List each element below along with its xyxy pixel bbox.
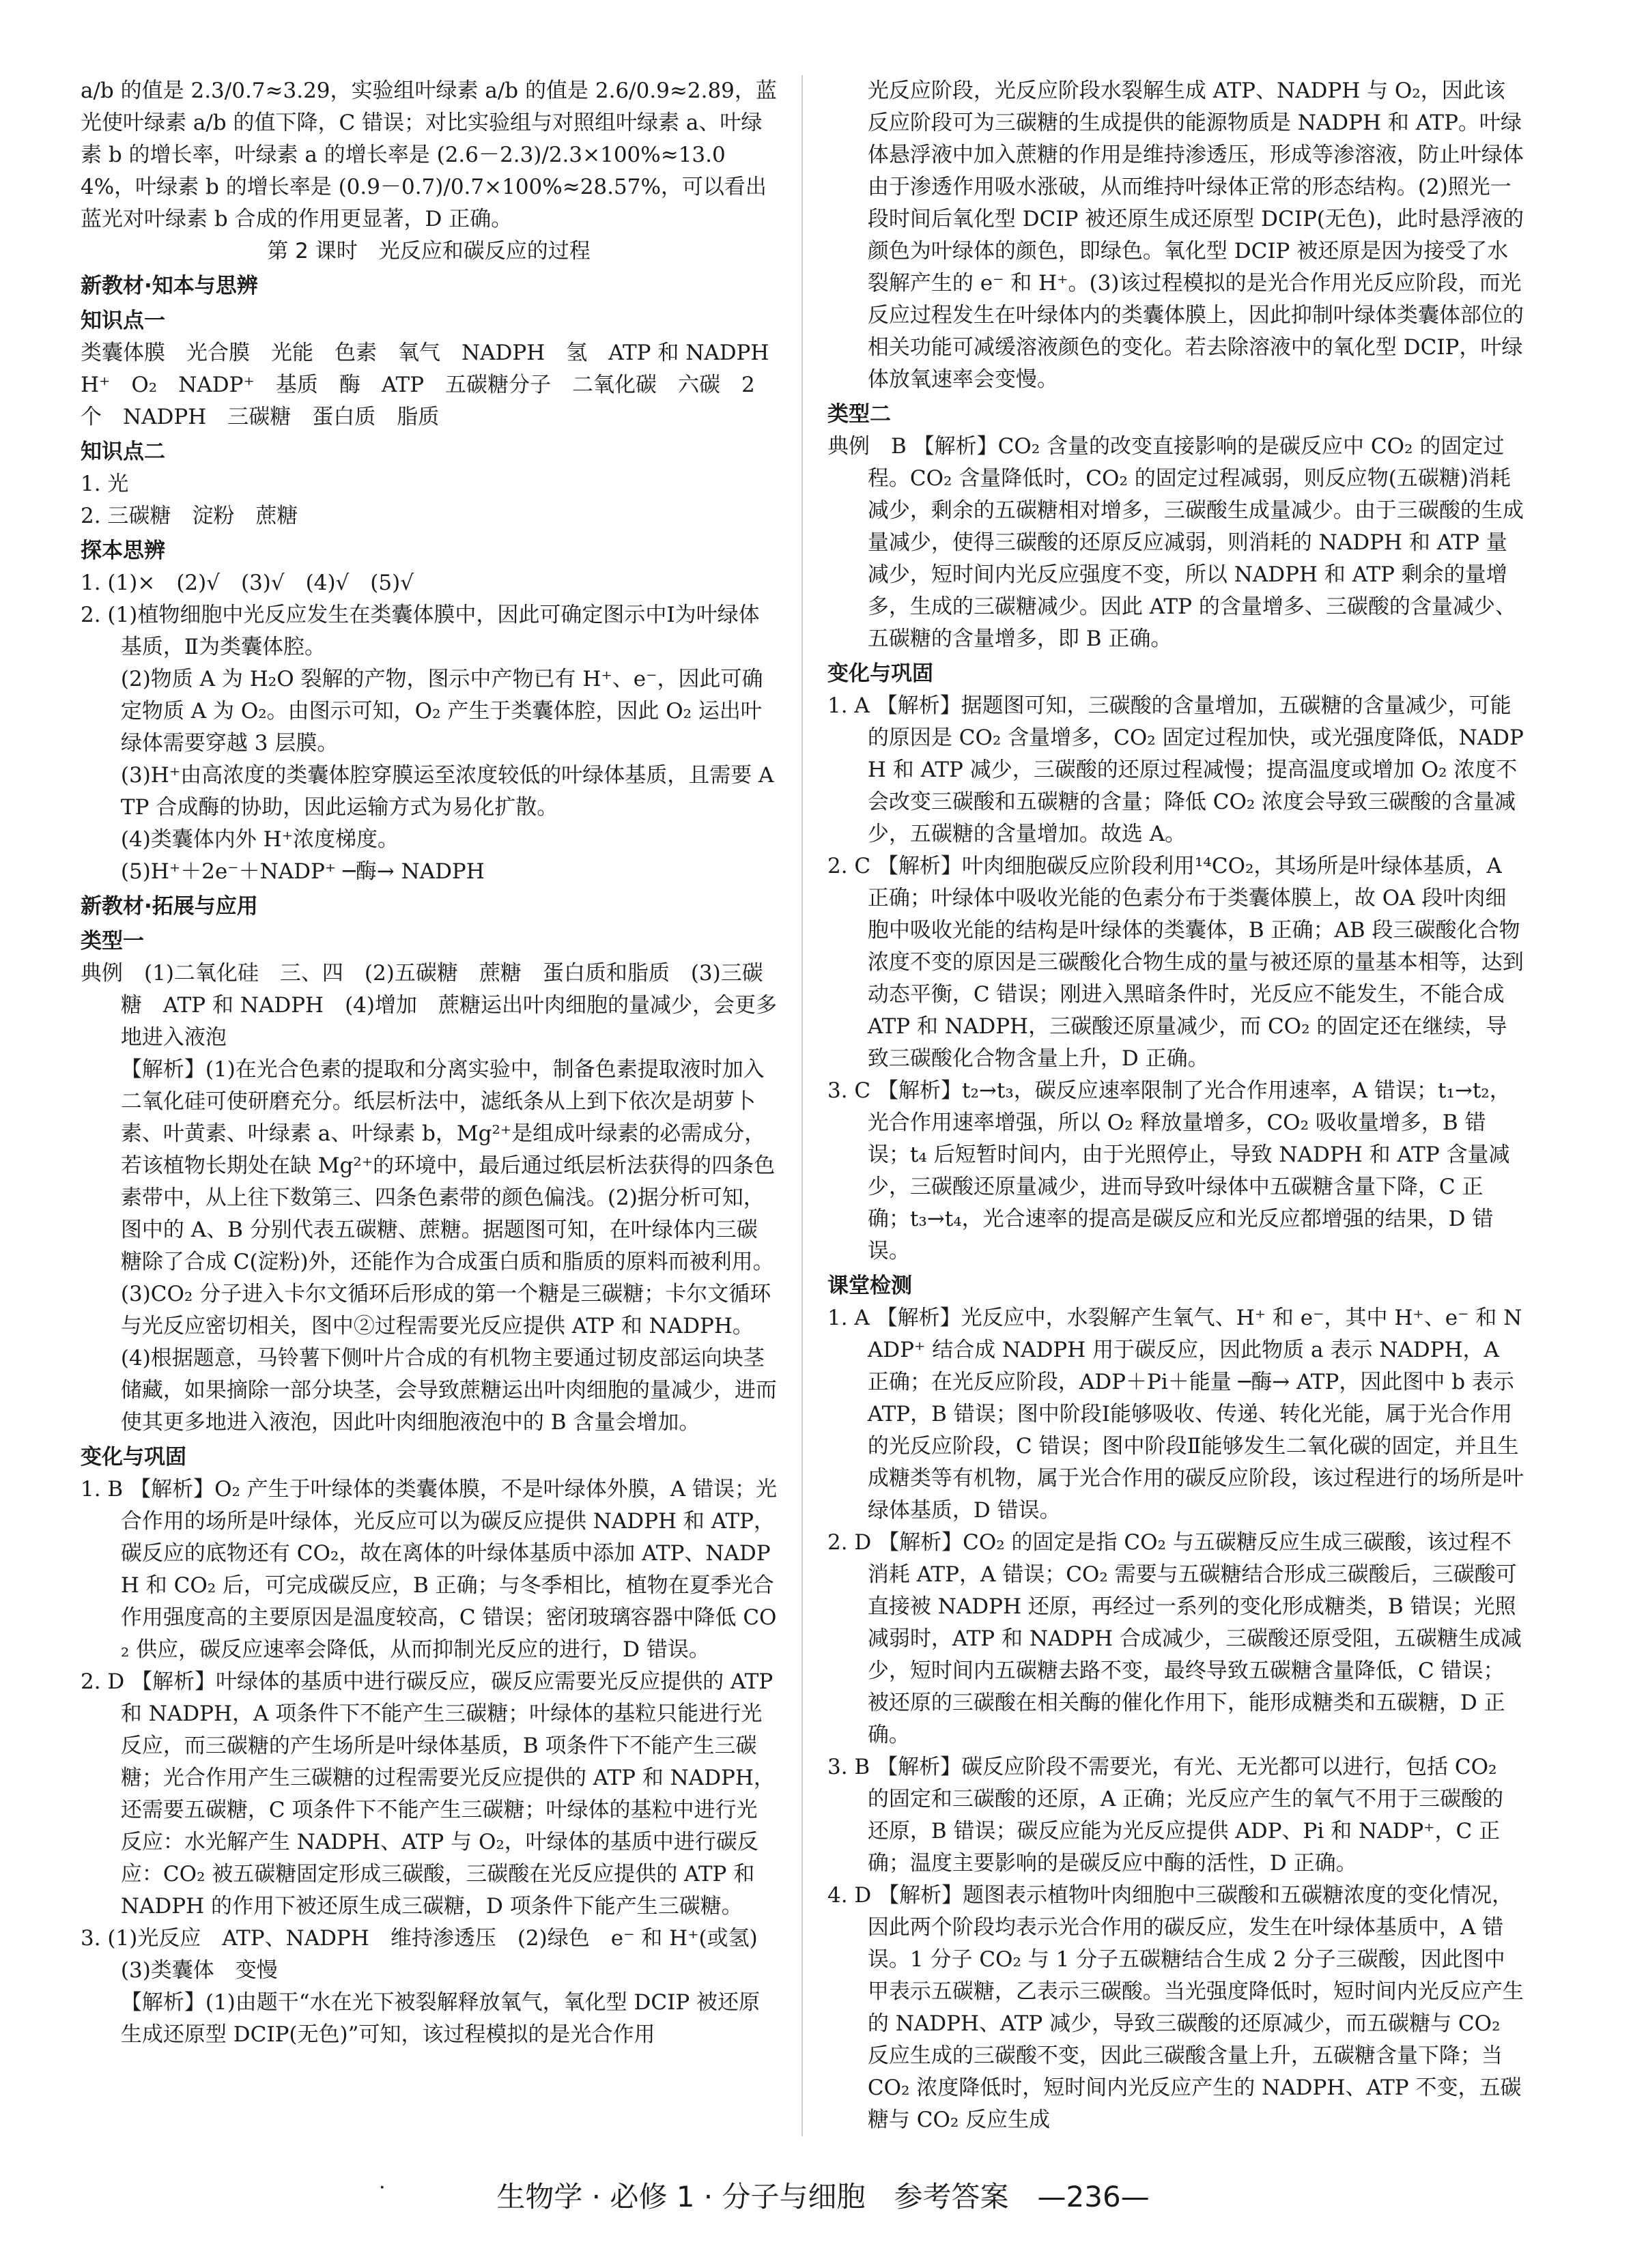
footer-dot: · <box>379 2176 386 2200</box>
numbered-item: 3. (1)光反应 ATP、NADPH 维持渗透压 (2)绿色 e⁻ 和 H⁺(或氢) (3)类囊体 变慢 <box>81 1926 779 1983</box>
page-footer: 生物学 · 必修 1 · 分子与细胞 参考答案 —236— <box>496 2180 1150 2213</box>
sub-paragraph: 【解析】(1)在光合色素的提取和分离实验中，制备色素提取液时加入二氧化硅可使研磨充分。纸层析法中，滤纸条从上到下依次是胡萝卜素、叶黄素、叶绿素 a、叶绿素 b，Mg²⁺是组成叶绿素的必需成分，若该植物长期处在缺 Mg²⁺的环境中，最后通过纸层析法获得的四条色素带中，从上往下数第三、四条色素带的颜色偏浅。(2)据分析可知，图中的 A、B 分别代表五碳糖、蔗糖。据题图可知，在叶绿体内三碳糖除了合成 C(淀粉)外，还能作为合成蛋白质和脂质的原料而被利用。(3)CO₂ 分子进入卡尔文循环后形成的第一个糖是三碳糖；卡尔文循环与光反应密切相关，图中②过程需要光反应提供 ATP 和 NADPH。(4)根据题意，马铃薯下侧叶片合成的有机物主要通过韧皮部运向块茎储藏，如果摘除一部分块茎，会导致蔗糖运出叶肉细胞的量减少，进而使其更多地进入液泡，因此叶肉细胞液泡中的 B 含量会增加。 <box>120 1057 777 1435</box>
section-heading: 新教材·知本与思辨 <box>81 274 258 298</box>
section-heading: 课堂检测 <box>827 1274 912 1298</box>
section-heading: 变化与巩固 <box>827 661 933 686</box>
numbered-item: 4. D 【解析】题图表示植物叶肉细胞中三碳酸和五碳糖浓度的变化情况，因此两个阶段均表示光合作用的碳反应，发生在叶绿体基质中，A 错误。1 分子 CO₂ 与 1 分子五碳糖结合生成 2 分子三碳酸，因此图中甲表示五碳糖，乙表示三碳酸。当光强度降低时，短时间内光反应产生的 NADPH、ATP 减少，导致三碳酸的还原减少，而五碳糖与 CO₂ 反应生成的三碳酸不变，因此三碳酸含量上升，五碳糖含量下降；当 CO₂ 浓度降低时，短时间内光反应产生的 NADPH、ATP 不变，五碳糖与 CO₂ 反应生成 <box>827 1883 1524 2132</box>
numbered-item: 1. B 【解析】O₂ 产生于叶绿体的类囊体膜，不是叶绿体外膜，A 错误；光合作用的场所是叶绿体，光反应可以为碳反应提供 NADPH 和 ATP，碳反应的底物还有 CO₂，故在离体的叶绿体基质中添加 ATP、NADPH 和 CO₂ 后，可完成碳反应，B 正确；与冬季相比，植物在夏季光合作用强度高的主要原因是温度较高，C 错误；密闭玻璃容器中降低 CO₂ 供应，碳反应速率会降低，从而抑制光反应的进行，D 错误。 <box>81 1477 777 1662</box>
numbered-item: 3. B 【解析】碳反应阶段不需要光，有光、无光都可以进行，包括 CO₂ 的固定和三碳酸的还原，A 正确；光反应产生的氧气不用于三碳酸的还原，B 错误；碳反应能为光反应提供 ADP、Pi 和 NADP⁺，C 正确；温度主要影响的是碳反应中酶的活性，D 正确。 <box>827 1755 1504 1876</box>
column-divider <box>801 75 803 2136</box>
left-column <box>81 75 791 2051</box>
section-heading: 新教材·拓展与应用 <box>81 894 258 919</box>
numbered-item: 1. A 【解析】据题图可知，三碳酸的含量增加，五碳糖的含量减少，可能的原因是 CO₂ 含量增多，CO₂ 固定过程加快，或光强度降低，NADPH 和 ATP 减少，三碳酸的还原过程减慢；提高温度或增加 O₂ 浓度不会改变三碳酸和五碳糖的含量；降低 CO₂ 浓度会导致三碳酸的含量减少，五碳糖的含量增加。故选 A。 <box>827 693 1524 846</box>
section-heading: 知识点一 <box>81 308 165 333</box>
numbered-item: 2. C 【解析】叶肉细胞碳反应阶段利用¹⁴CO₂，其场所是叶绿体基质，A 正确；叶绿体中吸收光能的色素分布于类囊体膜上，故 OA 段叶肉细胞中吸收光能的结构是叶绿体的类囊体，B 正确；AB 段三碳酸化合物浓度不变的原因是三碳酸化合物生成的量与被还原的量基本相等，达到动态平衡，C 错误；刚进入黑暗条件时，光反应不能发生，不能合成 ATP 和 NADPH，三碳酸还原量减少，而 CO₂ 的固定还在继续，导致三碳酸化合物含量上升，D 正确。 <box>827 854 1524 1071</box>
numbered-item: 1. A 【解析】光反应中，水裂解产生氧气、H⁺ 和 e⁻，其中 H⁺、e⁻ 和 NADP⁺ 结合成 NADPH 用于碳反应，因此物质 a 表示 NADPH，A 正确；在光反应阶段，ADP＋Pi＋能量 ─酶→ ATP，因此图中 b 表示 ATP，B 错误；图中阶段Ⅰ能够吸收、传递、转化光能，属于光合作用的光反应阶段，C 错误；图中阶段Ⅱ能够发生二氧化碳的固定，并且生成糖类等有机物，属于光合作用的碳反应阶段，该过程进行的场所是叶绿体基质，D 错误。 <box>827 1306 1524 1523</box>
numbered-item: 典例 (1)二氧化硅 三、四 (2)五碳糖 蔗糖 蛋白质和脂质 (3)三碳糖 ATP 和 NADPH (4)增加 蔗糖运出叶肉细胞的量减少，会更多地进入液泡 <box>81 961 777 1050</box>
paragraph: 1. 光 <box>81 472 129 496</box>
sub-paragraph: (5)H⁺＋2e⁻＋NADP⁺ ─酶→ NADPH <box>120 859 485 884</box>
right-column <box>827 75 1524 2136</box>
section-heading: 知识点二 <box>81 440 165 464</box>
section-heading: 变化与巩固 <box>81 1445 186 1469</box>
paragraph: 1. (1)× (2)√ (3)√ (4)√ (5)√ <box>81 571 414 595</box>
section-heading: 类型一 <box>81 929 144 953</box>
numbered-item: 2. (1)植物细胞中光反应发生在类囊体膜中，因此可确定图示中Ⅰ为叶绿体基质，Ⅱ为类囊体腔。 <box>81 603 760 659</box>
numbered-item: 2. D 【解析】叶绿体的基质中进行碳反应，碳反应需要光反应提供的 ATP 和 NADPH，A 项条件下不能产生三碳糖；叶绿体的基粒只能进行光反应，而三碳糖的产生场所是叶绿体基质，B 项条件下不能产生三碳糖；光合作用产生三碳糖的过程需要光反应提供的 ATP 和 NADPH，还需要五碳糖，C 项条件下不能产生三碳糖；叶绿体的基粒中进行光反应：水光解产生 NADPH、ATP 与 O₂，叶绿体的基质中进行碳反应：CO₂ 被五碳糖固定形成三碳酸，三碳酸在光反应提供的 ATP 和 NADPH 的作用下被还原生成三碳糖，D 项条件下能产生三碳糖。 <box>81 1669 775 1919</box>
numbered-item: 2. D 【解析】CO₂ 的固定是指 CO₂ 与五碳糖反应生成三碳酸，该过程不消耗 ATP，A 错误；CO₂ 需要与五碳糖结合形成三碳酸后，三碳酸可直接被 NADPH 还原，再经过一系列的变化形成糖类，B 错误；光照减弱时，ATP 和 NADPH 合成减少，三碳酸还原受阻，五碳糖生成减少，短时间内五碳糖去路不变，最终导致五碳糖含量降低，C 错误；被还原的三碳酸在相关酶的催化作用下，能形成糖类和五碳糖，D 正确。 <box>827 1530 1522 1747</box>
paragraph: 类囊体膜 光合膜 光能 色素 氧气 NADPH 氢 ATP 和 NADPH H⁺ O₂ NADP⁺ 基质 酶 ATP 五碳糖分子 二氧化碳 六碳 2 个 NADPH 三碳糖 蛋白质 脂质 <box>81 341 791 429</box>
numbered-item: 典例 B 【解析】CO₂ 含量的改变直接影响的是碳反应中 CO₂ 的固定过程。CO₂ 含量降低时，CO₂ 的固定过程减弱，则反应物(五碳糖)消耗减少，剩余的五碳糖相对增多，三碳酸生成量减少。由于三碳酸的生成量减少，使得三碳酸的还原反应减弱，则消耗的 NADPH 和 ATP 量减少，短时间内光反应强度不变，所以 NADPH 和 ATP 剩余的量增多，生成的三碳糖减少。因此 ATP 的含量增多、三碳酸的含量减少、五碳糖的含量增多，即 B 正确。 <box>827 434 1524 651</box>
sub-paragraph: (3)H⁺由高浓度的类囊体腔穿膜运至浓度较低的叶绿体基质，且需要 ATP 合成酶的协助，因此运输方式为易化扩散。 <box>120 763 774 820</box>
lesson-title: 第 2 课时 光反应和碳反应的过程 <box>267 239 591 263</box>
paragraph: 2. 三碳糖 淀粉 蔗糖 <box>81 504 298 528</box>
numbered-item: 3. C 【解析】t₂→t₃，碳反应速率限制了光合作用速率，A 错误；t₁→t₂，光合作用速率增强，所以 O₂ 释放量增多，CO₂ 吸收量增多，B 错误；t₄ 后短暂时间内，由于光照停止，导致 NADPH 和 ATP 含量减少，三碳酸还原量减少，进而导致叶绿体中五碳糖含量下降，C 正确；t₃→t₄，光合速率的提高是碳反应和光反应都增强的结果，D 错误。 <box>827 1078 1511 1263</box>
sub-paragraph: (2)物质 A 为 H₂O 裂解的产物，图示中产物已有 H⁺、e⁻，因此可确定物质 A 为 O₂。由图示可知，O₂ 产生于类囊体腔，因此 O₂ 运出叶绿体需要穿越 3 层膜。 <box>120 667 763 756</box>
sub-paragraph: 光反应阶段，光反应阶段水裂解生成 ATP、NADPH 与 O₂，因此该反应阶段可为三碳糖的生成提供的能源物质是 NADPH 和 ATP。叶绿体悬浮液中加入蔗糖的作用是维持渗透压，形成等渗溶液，防止叶绿体由于渗透作用吸水涨破，从而维持叶绿体正常的形态结构。(2)照光一段时间后氧化型 DCIP 被还原生成还原型 DCIP(无色)，此时悬浮液的颜色为叶绿体的颜色，即绿色。氧化型 DCIP 被还原是因为接受了水裂解产生的 e⁻ 和 H⁺。(3)该过程模拟的是光合作用光反应阶段，而光反应过程发生在叶绿体内的类囊体膜上，因此抑制叶绿体类囊体部位的相关功能可减缓溶液颜色的变化。若去除溶液中的氧化型 DCIP，叶绿体放氧速率会变慢。 <box>867 78 1524 392</box>
section-heading: 类型二 <box>827 402 891 427</box>
paragraph: a/b 的值是 2.3/0.7≈3.29，实验组叶绿素 a/b 的值是 2.6/0.9≈2.89，蓝光使叶绿素 a/b 的值下降，C 错误；对比实验组与对照组叶绿素 a、叶绿素 b 的增长率，叶绿素 a 的增长率是 (2.6－2.3)/2.3×100%≈13.04%，叶绿素 b 的增长率是 (0.9－0.7)/0.7×100%≈28.57%，可以看出蓝光对叶绿素 b 合成的作用更显著，D 正确。 <box>81 78 777 231</box>
sub-paragraph: 【解析】(1)由题干“水在光下被裂解释放氧气，氧化型 DCIP 被还原生成还原型 DCIP(无色)”可知，该过程模拟的是光合作用 <box>120 1990 761 2047</box>
sub-paragraph: (4)类囊体内外 H⁺浓度梯度。 <box>120 827 399 852</box>
section-heading: 探本思辨 <box>81 539 165 563</box>
